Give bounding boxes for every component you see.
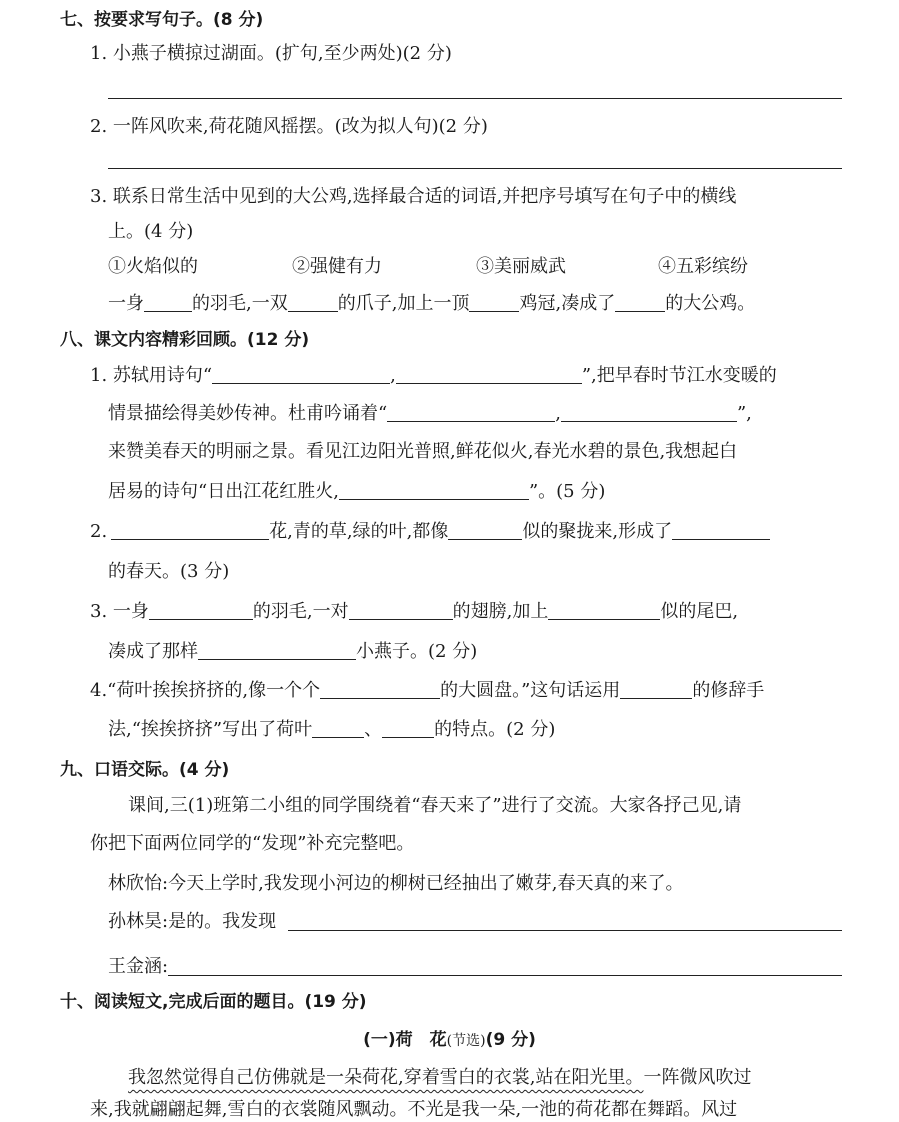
blank[interactable] [144,293,192,312]
text: 法,“挨挨挤挤”写出了荷叶 [108,719,313,740]
text: 的羽毛,一对 [252,601,349,622]
text: 小燕子。(2 分) [356,641,478,662]
option-4: ④五彩缤纷 [658,256,748,277]
s8-q1-line4 [108,480,605,504]
text: 的修辞手 [692,680,765,701]
text: 花,青的草,绿的叶,都像 [269,521,449,542]
text: 3. 一身 [90,601,149,622]
text: 4.“荷叶挨挨挤挤的,像一个个 [90,680,321,701]
text: 似的尾巴, [660,601,739,622]
passage-title [0,1028,899,1053]
text: 的特点。(2 分) [434,719,556,740]
blank[interactable] [387,403,555,422]
s7-q3-sentence [108,292,755,316]
blank[interactable] [615,293,665,312]
s7-q3-line2: 上。(4 分) [108,221,194,242]
dialogue-sunlinhao: 孙林昊:是的。我发现 [108,911,277,932]
section-7-title: 七、按要求写句子。(8 分) [60,10,264,30]
answer-line[interactable] [108,168,842,169]
text: ”。(5 分) [528,481,606,502]
blank[interactable] [149,601,253,620]
s8-q2-line1 [90,520,770,544]
option-1: ①火焰似的 [108,256,198,277]
s8-q1-line1 [90,364,777,388]
option-2: ②强健有力 [292,256,382,277]
blank[interactable] [620,680,692,699]
blank[interactable] [212,365,390,384]
passage-line2: 来,我就翩翩起舞,雪白的衣裳随风飘动。不光是我一朵,一池的荷花都在舞蹈。风过 [90,1099,738,1120]
blank[interactable] [469,293,519,312]
s8-q3-line1 [90,600,738,624]
section-9-title: 九、口语交际。(4 分) [60,760,230,780]
text: ”, [736,403,752,424]
passage-points: (9 分) [485,1030,536,1050]
s7-q3-line1: 3. 联系日常生活中见到的大公鸡,选择最合适的词语,并把序号填写在句子中的横线 [90,186,737,207]
s9-paragraph-line1: 课间,三(1)班第二小组的同学围绕着“春天来了”进行了交流。大家各抒己见,请 [128,795,742,816]
blank[interactable] [382,719,434,738]
s9-paragraph-line2: 你把下面两位同学的“发现”补充完整吧。 [90,833,415,854]
s8-q4-line2 [108,718,555,742]
answer-line[interactable] [168,975,842,976]
dialogue-linxinyi: 林欣怡:今天上学时,我发现小河边的柳树已经抽出了嫩芽,春天真的来了。 [108,873,684,894]
answer-line[interactable] [108,98,842,99]
wavy-underlined-sentence: 我忽然觉得自己仿佛就是一朵荷花,穿着雪白的衣裳,站在阳光里。 [128,1067,644,1088]
text: 居易的诗句“日出江花红胜火, [108,481,339,502]
dialogue-wangjinhan: 王金涵: [108,956,169,977]
blank[interactable] [339,481,529,500]
blank[interactable] [548,601,660,620]
text: 的翅膀,加上 [452,601,549,622]
s8-q4-line1 [90,679,764,703]
text: 、 [364,719,383,740]
blank[interactable] [320,680,440,699]
text: 的羽毛,一双 [192,293,288,314]
blank[interactable] [198,641,356,660]
blank[interactable] [672,521,770,540]
text: 凑成了那样 [108,641,198,662]
text: 一阵微风吹过 [643,1067,752,1088]
blank[interactable] [448,521,522,540]
text: 一身 [108,293,144,314]
blank[interactable] [312,719,364,738]
blank[interactable] [396,365,582,384]
text: 的大圆盘。”这句话运用 [440,680,621,701]
passage-line1 [128,1066,751,1090]
section-8-title: 八、课文内容精彩回顾。(12 分) [60,330,310,350]
text: , [390,365,396,386]
s7-q2: 2. 一阵风吹来,荷花随风摇摆。(改为拟人句)(2 分) [90,116,488,137]
excerpt-note: (节选) [446,1033,486,1049]
s7-q1: 1. 小燕子横掠过湖面。(扩句,至少两处)(2 分) [90,43,452,64]
blank[interactable] [349,601,453,620]
text: 的大公鸡。 [665,293,756,314]
blank[interactable] [288,293,338,312]
section-10-title: 十、阅读短文,完成后面的题目。(19 分) [60,992,367,1012]
s8-q2-line2: 的春天。(3 分) [108,561,230,582]
passage-name: (一)荷 花 [363,1030,447,1050]
s8-q1-line3: 来赞美春天的明丽之景。看见江边阳光普照,鲜花似火,春光水碧的景色,我想起白 [108,441,738,462]
blank[interactable] [561,403,737,422]
blank[interactable] [111,521,269,540]
text: 的爪子,加上一顶 [337,293,470,314]
text: 1. 苏轼用诗句“ [90,365,213,386]
text: , [555,403,561,424]
text: 鸡冠,凑成了 [519,293,616,314]
s8-q3-line2 [108,640,477,664]
option-3: ③美丽威武 [476,256,566,277]
answer-line[interactable] [288,930,842,931]
text: 2. [90,521,108,542]
s8-q1-line2 [108,402,752,426]
text: 似的聚拢来,形成了 [522,521,673,542]
text: ”,把早春时节江水变暖的 [581,365,777,386]
text: 情景描绘得美妙传神。杜甫吟诵着“ [108,403,388,424]
